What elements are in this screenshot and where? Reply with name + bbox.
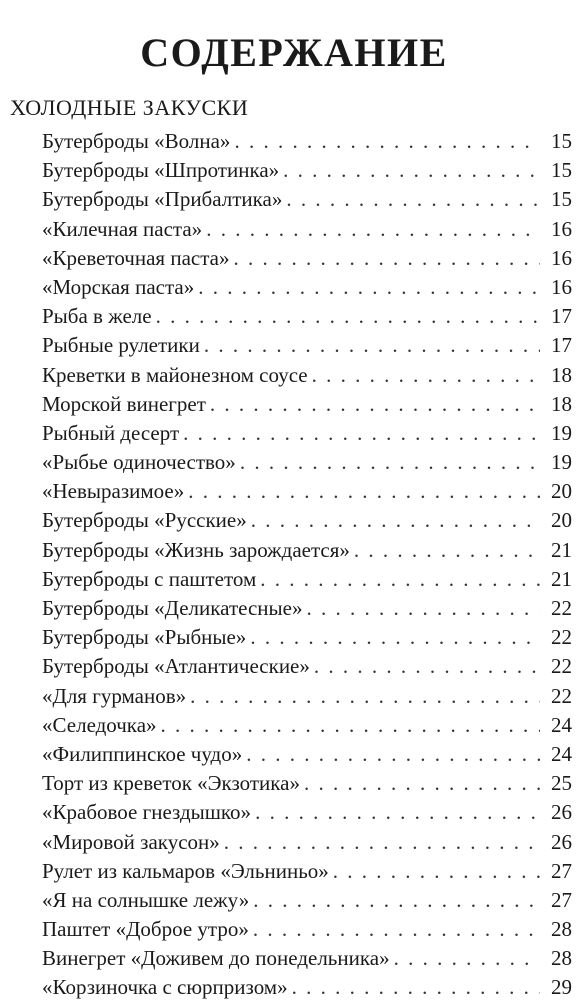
toc-list — [42, 127, 572, 1003]
toc-entry[interactable] — [42, 565, 572, 594]
dot-leader — [183, 419, 540, 448]
toc-entry-page-number: 26 — [551, 829, 572, 854]
dot-leader — [253, 886, 540, 915]
toc-entry-title: Рыбный десерт — [42, 420, 180, 445]
toc-entry[interactable] — [42, 652, 572, 681]
toc-entry-title: Креветки в майонезном соусе — [42, 362, 308, 387]
toc-entry-title: «Килечная паста» — [42, 216, 203, 241]
toc-entry-title: Бутерброды «Прибалтика» — [42, 187, 283, 212]
toc-entry[interactable] — [42, 915, 572, 944]
toc-entry-title: Рыба в желе — [42, 304, 152, 329]
toc-entry[interactable] — [42, 215, 572, 244]
dot-leader — [314, 652, 540, 681]
dot-leader — [234, 127, 540, 156]
toc-entry-page-number: 22 — [551, 654, 572, 679]
toc-entry-title: «Крабовое гнездышко» — [42, 800, 252, 825]
toc-entry-title: Морской винегрет — [42, 391, 206, 416]
dot-leader — [210, 390, 540, 419]
toc-entry-page-number: 24 — [551, 741, 572, 766]
dot-leader — [204, 331, 540, 360]
toc-entry[interactable] — [42, 769, 572, 798]
toc-entry-title: Бутерброды «Атлантические» — [42, 654, 310, 679]
toc-entry-page-number: 28 — [551, 946, 572, 971]
dot-leader — [394, 944, 540, 973]
toc-entry-page-number: 21 — [551, 566, 572, 591]
toc-entry-title: «Корзиночка с сюрпризом» — [42, 975, 288, 1000]
toc-entry-title: Бутерброды «Рыбные» — [42, 625, 247, 650]
toc-entry-page-number: 18 — [551, 391, 572, 416]
toc-entry[interactable] — [42, 536, 572, 565]
toc-entry[interactable] — [42, 944, 572, 973]
toc-entry[interactable] — [42, 361, 572, 390]
dot-leader — [283, 156, 540, 185]
toc-entry-page-number: 22 — [551, 683, 572, 708]
toc-entry-title: «Креветочная паста» — [42, 245, 230, 270]
toc-entry-title: Бутерброды «Русские» — [42, 508, 247, 533]
toc-entry[interactable] — [42, 682, 572, 711]
dot-leader — [354, 536, 540, 565]
toc-entry-page-number: 27 — [551, 858, 572, 883]
toc-entry-page-number: 16 — [551, 274, 572, 299]
dot-leader — [250, 623, 540, 652]
toc-entry-page-number: 17 — [551, 333, 572, 358]
toc-entry-page-number: 19 — [551, 450, 572, 475]
toc-entry[interactable] — [42, 156, 572, 185]
toc-entry-page-number: 20 — [551, 479, 572, 504]
toc-entry[interactable] — [42, 127, 572, 156]
toc-entry-title: Бутерброды «Жизнь зарождается» — [42, 537, 350, 562]
dot-leader — [260, 565, 540, 594]
toc-entry-title: «Невыразимое» — [42, 479, 185, 504]
toc-entry[interactable] — [42, 419, 572, 448]
toc-entry-page-number: 16 — [551, 245, 572, 270]
dot-leader — [224, 828, 540, 857]
section-heading: ХОЛОДНЫЕ ЗАКУСКИ — [10, 95, 249, 120]
dot-leader — [251, 506, 540, 535]
toc-entry[interactable] — [42, 477, 572, 506]
toc-entry[interactable] — [42, 973, 572, 1002]
toc-entry-page-number: 19 — [551, 420, 572, 445]
toc-entry-title: «Мировой закусон» — [42, 829, 220, 854]
dot-leader — [304, 769, 540, 798]
dot-leader — [198, 273, 540, 302]
toc-entry-page-number: 25 — [551, 771, 572, 796]
toc-entry[interactable] — [42, 390, 572, 419]
dot-leader — [253, 915, 540, 944]
toc-entry-title: Рулет из кальмаров «Эльниньо» — [42, 858, 329, 883]
toc-entry[interactable] — [42, 886, 572, 915]
toc-entry[interactable] — [42, 506, 572, 535]
dot-leader — [156, 302, 540, 331]
dot-leader — [292, 973, 540, 1002]
toc-entry[interactable] — [42, 185, 572, 214]
toc-entry-page-number: 15 — [551, 158, 572, 183]
toc-entry-title: Паштет «Доброе утро» — [42, 917, 249, 942]
toc-entry-page-number: 15 — [551, 129, 572, 153]
dot-leader — [286, 185, 540, 214]
toc-entry-page-number: 20 — [551, 508, 572, 533]
toc-entry[interactable] — [42, 273, 572, 302]
toc-entry-title: «Для гурманов» — [42, 683, 187, 708]
toc-entry[interactable] — [42, 623, 572, 652]
dot-leader — [246, 740, 540, 769]
toc-entry-page-number: 17 — [551, 304, 572, 329]
dot-leader — [255, 798, 540, 827]
toc-entry-page-number: 15 — [551, 187, 572, 212]
toc-entry[interactable] — [42, 740, 572, 769]
toc-entry[interactable] — [42, 828, 572, 857]
page-title: СОДЕРЖАНИЕ — [140, 29, 448, 75]
toc-entry-title: Торт из креветок «Экзотика» — [42, 771, 300, 796]
toc-entry-page-number: 21 — [551, 537, 572, 562]
toc-entry-page-number: 16 — [551, 216, 572, 241]
toc-entry-title: «Морская паста» — [42, 274, 195, 299]
toc-entry[interactable] — [42, 594, 572, 623]
toc-entry-title: Бутерброды с паштетом — [42, 566, 257, 591]
toc-entry[interactable] — [42, 857, 572, 886]
toc-entry-page-number: 28 — [551, 917, 572, 942]
toc-entry-title: Бутерброды «Волна» — [42, 129, 231, 153]
toc-entry-title: Рыбные рулетики — [42, 333, 200, 358]
dot-leader — [333, 857, 540, 886]
toc-entry-title: Винегрет «Доживем до понедельника» — [42, 946, 390, 971]
toc-entry-page-number: 29 — [551, 975, 572, 1000]
toc-entry-title: «Я на солнышке лежу» — [42, 887, 250, 912]
toc-entry[interactable] — [42, 331, 572, 360]
toc-entry-title: «Рыбье одиночество» — [42, 450, 236, 475]
toc-entry-title: «Селедочка» — [42, 712, 157, 737]
toc-entry[interactable] — [42, 302, 572, 331]
dot-leader — [233, 244, 540, 273]
toc-entry[interactable] — [42, 448, 572, 477]
toc-entry-page-number: 18 — [551, 362, 572, 387]
dot-leader — [188, 477, 540, 506]
toc-entry-page-number: 27 — [551, 887, 572, 912]
toc-entry-page-number: 24 — [551, 712, 572, 737]
dot-leader — [240, 448, 540, 477]
toc-entry-title: Бутерброды «Деликатесные» — [42, 596, 303, 620]
toc-entry-title: «Филиппинское чудо» — [42, 741, 243, 766]
dot-leader — [312, 361, 540, 390]
toc-entry[interactable] — [42, 798, 572, 827]
toc-entry-page-number: 22 — [551, 596, 572, 620]
dot-leader — [306, 594, 540, 623]
toc-entry-title: Бутерброды «Шпротинка» — [42, 158, 280, 183]
toc-entry[interactable] — [42, 711, 572, 740]
dot-leader — [206, 215, 540, 244]
toc-entry[interactable] — [42, 244, 572, 273]
dot-leader — [161, 711, 540, 740]
toc-entry-page-number: 22 — [551, 625, 572, 650]
dot-leader — [190, 682, 540, 711]
toc-entry-page-number: 26 — [551, 800, 572, 825]
